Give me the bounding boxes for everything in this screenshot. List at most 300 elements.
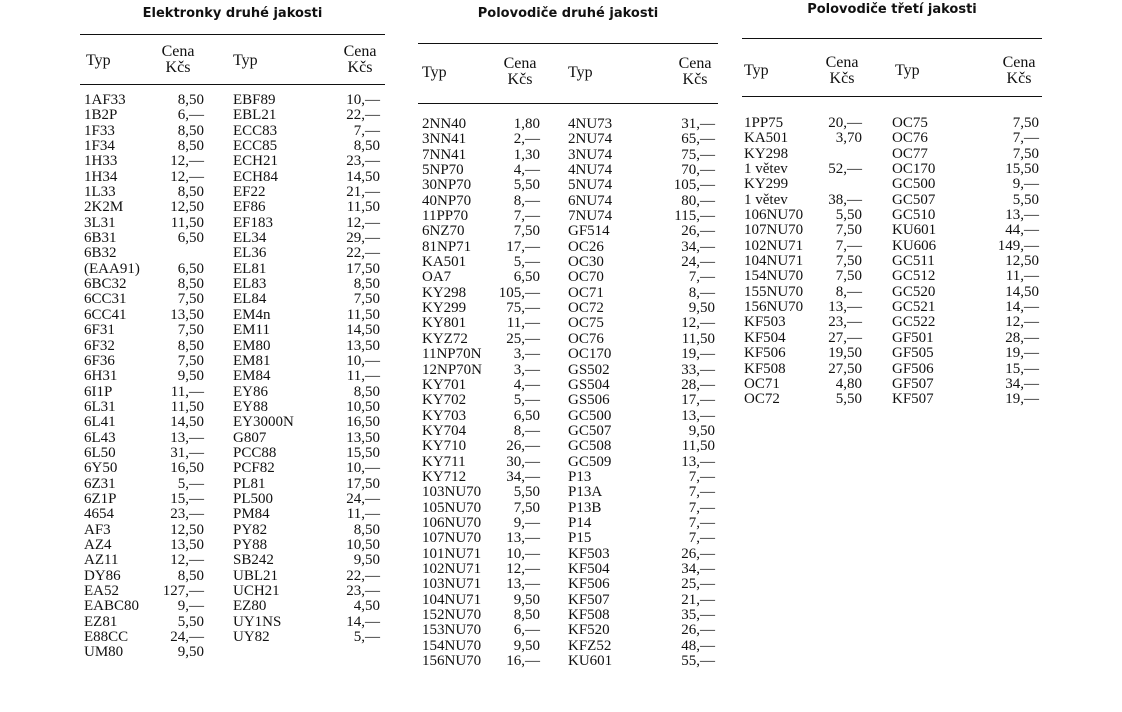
type-cell: KF508	[568, 607, 610, 623]
price-cell: 17,50	[346, 260, 380, 277]
type-cell: 6H31	[84, 368, 118, 385]
price-cell: 9,50	[688, 300, 715, 317]
price-cell: 19,—	[1005, 391, 1039, 408]
price-cell: 7,50	[1012, 145, 1039, 162]
price-cell: 13,—	[170, 429, 204, 446]
header-cena-label: Cena	[343, 43, 377, 60]
type-cell: EF86	[233, 199, 266, 216]
price-cell: 8,50	[177, 337, 204, 354]
type-cell: 7NN41	[422, 146, 467, 163]
type-cell: 6L50	[84, 444, 116, 461]
price-cell: 5,50	[835, 207, 862, 224]
price-cell: 149,—	[997, 237, 1039, 254]
price-cell: 23,—	[170, 506, 204, 523]
price-cell: 14,50	[170, 414, 204, 431]
price-cell: 8,50	[353, 383, 380, 400]
type-cell: GC510	[892, 207, 936, 224]
type-cell: 11NP70N	[422, 346, 482, 363]
type-cell: OC72	[744, 391, 780, 408]
type-cell: EZ80	[233, 598, 267, 615]
type-cell: EL81	[233, 260, 267, 277]
header-typ-left: Typ	[86, 52, 111, 69]
price-cell: 11,50	[346, 306, 380, 323]
type-cell: GC507	[568, 422, 612, 439]
price-cell: 38,—	[828, 191, 862, 208]
typ-column-right	[568, 117, 643, 669]
price-cell: 6,50	[513, 407, 540, 424]
header-kcs-label: Kčs	[347, 59, 373, 76]
price-cell: 28,—	[681, 376, 715, 393]
price-cell: 17,50	[346, 475, 380, 492]
price-cell: 11,—	[506, 315, 540, 332]
price-cell: 4,80	[835, 375, 862, 392]
price-column-right	[653, 117, 715, 669]
price-cell: 8,50	[353, 138, 380, 155]
price-cell: 30,—	[506, 453, 540, 470]
header-cena-label: Cena	[1002, 54, 1036, 71]
type-cell: EBL21	[233, 107, 277, 124]
type-cell: 81NP71	[422, 238, 472, 255]
price-column-left	[802, 116, 862, 408]
header-cena-right	[335, 44, 385, 76]
price-column-right	[977, 116, 1039, 408]
type-cell: 106NU70	[744, 207, 804, 224]
typ-column-left	[84, 93, 154, 661]
type-cell: OC76	[892, 130, 928, 147]
type-cell: OC75	[892, 115, 928, 131]
price-column-right	[320, 93, 380, 645]
price-cell: 44,—	[1005, 222, 1039, 239]
section-title: Polovodiče druhé jakosti	[477, 6, 659, 21]
price-cell: 12,50	[170, 521, 204, 538]
type-cell: AZ11	[84, 552, 119, 569]
type-cell: 7NU74	[568, 208, 613, 225]
price-cell: 17,—	[681, 392, 715, 409]
type-cell: 101NU71	[422, 545, 482, 562]
price-cell: 6,50	[513, 269, 540, 286]
header-rule-top	[742, 38, 1042, 39]
type-cell: GS502	[568, 361, 610, 378]
type-cell: G807	[233, 429, 267, 446]
type-cell: KA501	[422, 254, 467, 271]
price-cell: 9,50	[177, 644, 204, 661]
type-cell: KFZ52	[568, 637, 612, 654]
type-cell: 6L31	[84, 398, 116, 415]
price-cell: 9,50	[177, 368, 204, 385]
price-cell: 24,—	[170, 629, 204, 646]
price-cell: 24,—	[681, 254, 715, 271]
type-cell: 156NU70	[422, 653, 482, 670]
type-cell: KF503	[568, 545, 610, 562]
header-cena-label: Cena	[503, 55, 537, 72]
type-cell: EY86	[233, 383, 268, 400]
price-cell: 80,—	[681, 192, 715, 209]
header-cena-right	[994, 55, 1044, 87]
type-cell: EL36	[233, 245, 267, 262]
type-cell: 6L43	[84, 429, 116, 446]
price-cell: 4,—	[513, 376, 540, 393]
type-cell: KY701	[422, 376, 467, 393]
type-cell: KU601	[568, 653, 613, 670]
type-cell: OC71	[744, 375, 780, 392]
price-cell: 14,—	[346, 613, 380, 630]
price-cell: 5,—	[353, 629, 380, 646]
price-cell: 22,—	[346, 245, 380, 262]
price-cell: 65,—	[681, 131, 715, 148]
header-cena-right	[670, 56, 720, 88]
type-cell: 3L31	[84, 214, 116, 231]
price-cell: 29,—	[346, 230, 380, 247]
price-cell: 7,—	[688, 484, 715, 501]
header-kcs-label: Kčs	[682, 71, 708, 88]
type-cell: EF183	[233, 214, 274, 231]
price-cell: 105,—	[673, 177, 715, 194]
price-cell	[802, 147, 862, 162]
type-cell: 155NU70	[744, 283, 804, 300]
type-cell: GC509	[568, 453, 612, 470]
price-cell: 20,—	[828, 115, 862, 131]
type-cell: 6F36	[84, 352, 115, 369]
price-cell: 7,—	[1012, 130, 1039, 147]
type-cell: 4654	[84, 506, 114, 523]
price-cell	[802, 177, 862, 192]
price-cell: 13,—	[681, 407, 715, 424]
type-cell: 1 větev	[744, 161, 788, 178]
price-cell: 15,—	[170, 490, 204, 507]
type-cell: OC30	[568, 254, 604, 271]
price-cell: 11,50	[170, 214, 204, 231]
price-cell: 9,50	[513, 637, 540, 654]
header-rule-bottom	[80, 84, 385, 85]
price-cell: 34,—	[506, 468, 540, 485]
type-cell: GC511	[892, 253, 935, 270]
type-cell: EZ81	[84, 613, 118, 630]
type-cell: PL81	[233, 475, 266, 492]
type-cell: 6NU74	[568, 192, 613, 209]
price-cell: 14,50	[1005, 283, 1039, 300]
type-cell: 1H34	[84, 168, 118, 185]
price-cell: 12,—	[681, 315, 715, 332]
price-cell: 8,—	[835, 283, 862, 300]
price-cell: 25,—	[681, 576, 715, 593]
type-cell: 6I1P	[84, 383, 113, 400]
price-cell: 12,50	[1005, 253, 1039, 270]
price-cell: 19,—	[681, 346, 715, 363]
type-cell: OC71	[568, 284, 604, 301]
type-cell: 5NU74	[568, 177, 613, 194]
price-cell: 26,—	[506, 438, 540, 455]
type-cell: 1 větev	[744, 191, 788, 208]
price-cell: 8,50	[353, 276, 380, 293]
type-cell: 154NU70	[422, 637, 482, 654]
type-cell: KF507	[892, 391, 934, 408]
price-cell: 22,—	[346, 107, 380, 124]
type-cell: DY86	[84, 567, 121, 584]
type-cell: OC70	[568, 269, 604, 286]
price-cell: 7,50	[835, 253, 862, 270]
header-kcs-label: Kčs	[829, 70, 855, 87]
price-cell: 26,—	[681, 622, 715, 639]
price-cell: 14,50	[346, 322, 380, 339]
typ-column-right	[892, 116, 967, 408]
price-cell: 13,—	[506, 576, 540, 593]
price-cell: 7,50	[177, 291, 204, 308]
type-cell: 2NN40	[422, 116, 467, 132]
type-cell: KY703	[422, 407, 467, 424]
type-cell: KF503	[744, 314, 786, 331]
price-cell: 35,—	[681, 607, 715, 623]
header-cena-label: Cena	[161, 43, 195, 60]
type-cell: KF504	[568, 560, 610, 577]
price-cell: 26,—	[681, 545, 715, 562]
type-cell: 6B31	[84, 230, 117, 247]
price-cell: 19,—	[1005, 345, 1039, 362]
price-cell: 8,50	[177, 138, 204, 155]
price-cell: 10,—	[346, 92, 380, 108]
price-cell: 9,50	[688, 422, 715, 439]
price-cell: 11,—	[1005, 268, 1039, 285]
price-cell: 5,—	[177, 475, 204, 492]
type-cell: PL500	[233, 490, 274, 507]
type-cell: KF508	[744, 360, 786, 377]
type-cell: GF506	[892, 360, 934, 377]
price-cell: 13,—	[506, 530, 540, 547]
type-cell: 6BC32	[84, 276, 127, 293]
type-cell: 1B2P	[84, 107, 118, 124]
type-cell: UY1NS	[233, 613, 282, 630]
type-cell: OC26	[568, 238, 604, 255]
price-cell: 8,—	[513, 422, 540, 439]
type-cell: GC512	[892, 268, 936, 285]
price-cell: 11,50	[681, 330, 715, 347]
header-rule-bottom	[418, 103, 718, 104]
type-cell: EABC80	[84, 598, 140, 615]
type-cell: KF506	[744, 345, 786, 362]
type-cell: KY712	[422, 468, 467, 485]
price-cell: 9,—	[513, 514, 540, 531]
price-cell: 13,—	[1005, 207, 1039, 224]
price-cell: 7,50	[835, 222, 862, 239]
price-cell: 10,—	[346, 352, 380, 369]
type-cell: KY711	[422, 453, 466, 470]
price-cell: 7,—	[513, 208, 540, 225]
price-cell: 24,—	[346, 490, 380, 507]
type-cell: KU601	[892, 222, 937, 239]
header-cena-left	[817, 55, 867, 87]
price-cell: 11,50	[346, 199, 380, 216]
price-cell: 4,—	[513, 162, 540, 179]
type-cell: 6NZ70	[422, 223, 465, 240]
header-kcs-label: Kčs	[1006, 70, 1032, 87]
header-cena-label: Cena	[825, 54, 859, 71]
type-cell: KY801	[422, 315, 467, 332]
type-cell: 105NU70	[422, 499, 482, 516]
type-cell: 5NP70	[422, 162, 464, 179]
price-cell: 2,—	[513, 131, 540, 148]
price-cell: 5,—	[513, 392, 540, 409]
type-cell: EA52	[84, 583, 119, 599]
type-cell: EM81	[233, 352, 271, 369]
type-cell: 102NU71	[744, 237, 804, 254]
price-cell: 4,50	[353, 598, 380, 615]
type-cell: 152NU70	[422, 607, 482, 623]
type-cell: GF501	[892, 329, 934, 346]
type-cell: OC170	[892, 161, 936, 178]
price-cell: 15,50	[346, 444, 380, 461]
header-kcs-label: Kčs	[507, 71, 533, 88]
price-cell: 8,—	[688, 284, 715, 301]
price-cell: 6,50	[177, 260, 204, 277]
type-cell: 106NU70	[422, 514, 482, 531]
price-cell: 5,50	[835, 391, 862, 408]
price-cell: 12,50	[170, 199, 204, 216]
type-cell: EM11	[233, 322, 270, 339]
price-cell: 12,—	[1005, 314, 1039, 331]
type-cell: PY88	[233, 536, 268, 553]
type-cell: GC500	[892, 176, 936, 193]
price-cell: 105,—	[498, 284, 540, 301]
price-cell: 28,—	[1005, 329, 1039, 346]
type-cell: 3NN41	[422, 131, 467, 148]
header-rule-top	[80, 34, 385, 35]
price-cell: 3,—	[513, 346, 540, 363]
price-cell: 15,50	[1005, 161, 1039, 178]
price-cell: 8,50	[513, 607, 540, 623]
type-cell: 6L41	[84, 414, 116, 431]
typ-column-left	[422, 117, 497, 669]
header-cena-label: Cena	[678, 55, 712, 72]
price-cell: 15,—	[1005, 360, 1039, 377]
price-cell: 27,—	[828, 329, 862, 346]
type-cell: PCC88	[233, 444, 277, 461]
price-cell: 10,—	[506, 545, 540, 562]
header-rule-top	[418, 43, 718, 44]
type-cell: GS506	[568, 392, 610, 409]
type-cell: KY299	[744, 176, 789, 193]
type-cell: EM84	[233, 368, 271, 385]
type-cell: GC508	[568, 438, 612, 455]
price-cell: 5,50	[1012, 191, 1039, 208]
header-typ-left: Typ	[422, 64, 447, 81]
price-cell: 23,—	[828, 314, 862, 331]
type-cell: 4NU74	[568, 162, 613, 179]
header-typ-right: Typ	[233, 52, 258, 69]
type-cell: GF507	[892, 375, 934, 392]
price-cell: 12,—	[170, 168, 204, 185]
price-cell: 9,50	[353, 552, 380, 569]
type-cell: 107NU70	[744, 222, 804, 239]
type-cell: E88CC	[84, 629, 129, 646]
type-cell: PM84	[233, 506, 270, 523]
price-cell: 12,—	[170, 552, 204, 569]
type-cell: KA501	[744, 130, 789, 147]
type-cell: PCF82	[233, 460, 275, 477]
type-cell: ECC85	[233, 138, 278, 155]
type-cell: KF507	[568, 591, 610, 608]
price-cell: 31,—	[170, 444, 204, 461]
price-cell: 17,—	[506, 238, 540, 255]
type-cell: EM4n	[233, 306, 271, 323]
price-cell: 8,50	[177, 276, 204, 293]
price-cell: 13,50	[170, 536, 204, 553]
type-cell: UCH21	[233, 583, 280, 599]
price-cell: 9,—	[1012, 176, 1039, 193]
type-cell: GF514	[568, 223, 610, 240]
type-cell: OC77	[892, 145, 928, 162]
type-cell: GC521	[892, 299, 936, 316]
price-cell: 11,50	[681, 438, 715, 455]
type-cell: 6F32	[84, 337, 115, 354]
price-cell: 5,50	[513, 177, 540, 194]
price-cell: 19,50	[828, 345, 862, 362]
price-cell: 13,—	[828, 299, 862, 316]
price-cell: 34,—	[1005, 375, 1039, 392]
price-cell: 27,50	[828, 360, 862, 377]
header-typ-right: Typ	[568, 64, 593, 81]
type-cell: 1PP75	[744, 115, 784, 131]
type-cell: 3NU74	[568, 146, 613, 163]
type-cell: OC75	[568, 315, 604, 332]
price-column-left	[488, 117, 540, 669]
header-kcs-label: Kčs	[165, 59, 191, 76]
type-cell: 102NU71	[422, 560, 482, 577]
price-cell	[150, 246, 204, 261]
type-cell: EL84	[233, 291, 267, 308]
type-cell: GF505	[892, 345, 934, 362]
type-cell: 1F33	[84, 122, 115, 139]
price-cell: 10,50	[346, 398, 380, 415]
price-cell: 1,80	[513, 116, 540, 132]
price-cell: 23,—	[346, 583, 380, 599]
type-cell: 12NP70N	[422, 361, 483, 378]
price-cell: 11,50	[170, 398, 204, 415]
price-cell: 6,50	[177, 230, 204, 247]
price-cell: 16,50	[346, 414, 380, 431]
type-cell: EM80	[233, 337, 271, 354]
price-cell: 21,—	[681, 591, 715, 608]
type-cell: KY298	[422, 284, 467, 301]
type-cell: EY88	[233, 398, 268, 415]
price-cell: 5,50	[177, 613, 204, 630]
price-cell: 6,—	[513, 622, 540, 639]
type-cell: KF504	[744, 329, 786, 346]
header-cena-left	[153, 44, 203, 76]
type-cell: AF3	[84, 521, 111, 538]
header-cena-left	[495, 56, 545, 88]
price-cell: 7,50	[513, 223, 540, 240]
type-cell: AZ4	[84, 536, 112, 553]
type-cell: 6Y50	[84, 460, 118, 477]
header-typ-left: Typ	[744, 62, 769, 79]
type-cell: GS504	[568, 376, 610, 393]
section-polovodice-treti	[742, 0, 1042, 712]
type-cell: 6F31	[84, 322, 115, 339]
price-cell: 13,50	[170, 306, 204, 323]
type-cell: UBL21	[233, 567, 278, 584]
type-cell: 11PP70	[422, 208, 469, 225]
type-cell: 104NU71	[422, 591, 482, 608]
price-cell: 12,—	[506, 560, 540, 577]
type-cell: GC522	[892, 314, 936, 331]
price-cell: 48,—	[681, 637, 715, 654]
price-cell: 3,70	[835, 130, 862, 147]
price-cell: 14,—	[1005, 299, 1039, 316]
price-cell: 3,—	[513, 361, 540, 378]
price-cell: 7,—	[688, 468, 715, 485]
price-cell: 7,50	[1012, 115, 1039, 131]
type-cell: ECC83	[233, 122, 278, 139]
type-cell: ECH21	[233, 153, 278, 170]
